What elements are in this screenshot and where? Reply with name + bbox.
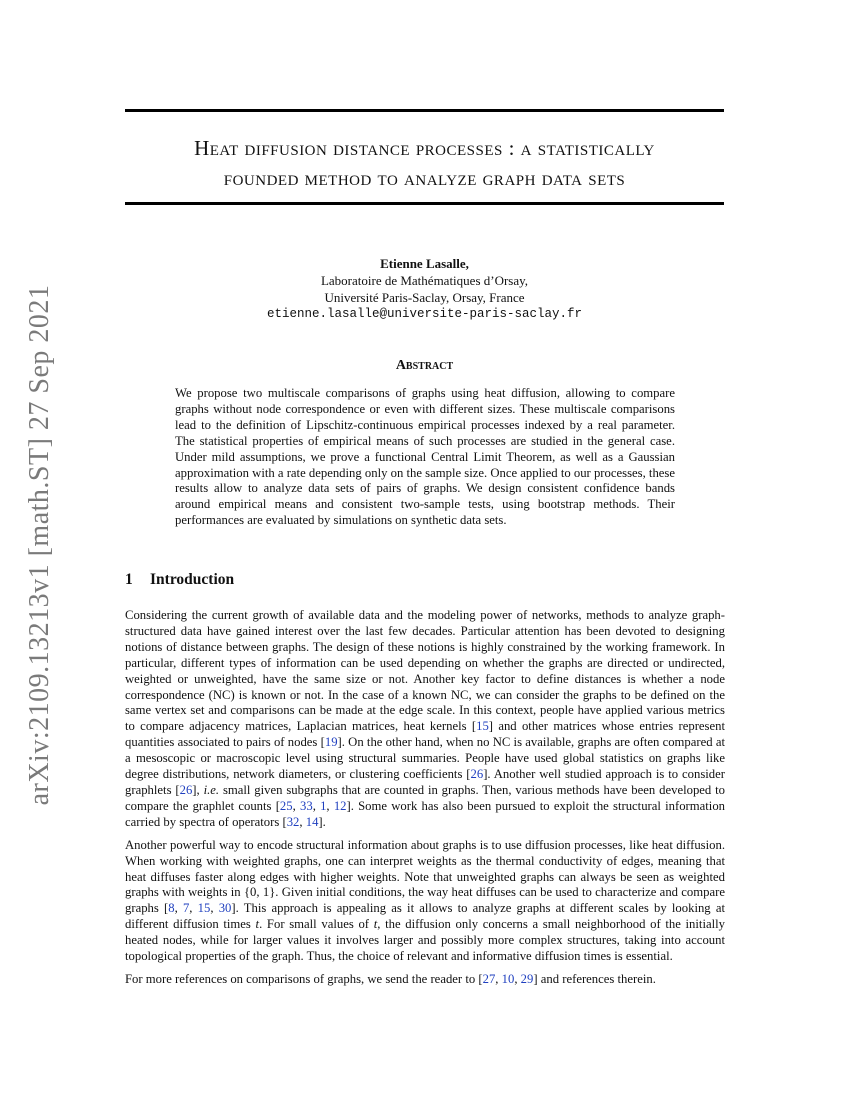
introduction-body: [125, 608, 725, 995]
arxiv-identifier: arXiv:2109.13213v1 [math.ST] 27 Sep 2021: [24, 284, 55, 806]
citation-link[interactable]: 14: [305, 814, 319, 829]
section-number: 1: [125, 571, 133, 588]
abstract-heading: Abstract: [395, 358, 454, 373]
title-line-1: Heat diffusion distance processes : a statistically: [194, 136, 655, 160]
title-rule-bottom: [125, 202, 724, 205]
citation-link[interactable]: 7: [182, 901, 190, 916]
citation-link[interactable]: 29: [520, 971, 534, 986]
author-email[interactable]: etienne.lasalle@universite-paris-saclay.fr: [266, 307, 583, 321]
author-affiliation-1: Laboratoire de Mathématiques d’Orsay,: [320, 273, 529, 288]
paragraph-1: Considering the current growth of available data and the modeling power of networks, methods to analyze graph-structured data have gained interest over the last few decades. Particular attention has been devoted to designing notions of distance between graphs. The design of these notions is highly constrained by the working framework. In particular, different types of information can be used depending on whether the graphs are directed or undirected, weighted or unweighted, have the same size or not. Another key factor to define distances is whether a node correspondence (NC) is known or not. In the case of a known NC, we can consider the graphs to be defined on the same vertex set and comparisons can be made at the edge scale. In this context, people have applied various metrics to compare adjacency matrices, Laplacian matrices, heat kernels [15] and other matrices whose entries represent quantities associated to pairs of nodes [19]. On the other hand, when no NC is available, graphs are often compared at a mesoscopic or macroscopic level using structural summaries. People have used global statistics on graphs like degree distributions, network diameters, or clustering coefficients [26]. Another well studied approach is to consider graphlets [26], i.e. small given subgraphs that are counted in graphs. Then, various methods have been developed to compare the graphlet counts [25, 33, 1, 12]. Some work has also been pursued to exploit the structural information carried by spectra of operators [32, 14].: [125, 608, 726, 829]
author-name: Etienne Lasalle,: [380, 256, 469, 271]
citation-link[interactable]: 15: [197, 901, 211, 916]
citation-link[interactable]: 8: [168, 901, 175, 916]
paragraph-2: Another powerful way to encode structural information about graphs is to use diffusion processes, like heat diffusion. When working with weighted graphs, one can interpret weights as the thermal conductivity of edges, meaning that heat diffuses faster along edges with higher weights. Note that unweighted graphs can always be seen as weighted graphs with weights in {0, 1}. Given initial conditions, the way heat diffuses can be used to characterize and compare graphs [8, 7, 15, 30]. This approach is appealing as it allows to analyze graphs at different scales by looking at different diffusion times t. For small values of t, the diffusion only concerns a small neighborhood of the initially heated nodes, while for larger values it involves larger and possibly more complex structures, taking into account topological properties of the graph. Thus, the choice of relevant and informative diffusion times is essential.: [125, 837, 725, 964]
abstract-text: We propose two multiscale comparisons of graphs using heat diffusion, allowing to compare graphs without node correspondence or even with different sizes. These multiscale comparisons lead to the definition of Lipschitz-continuous empirical processes indexed by a real parameter. The statistical properties of empirical means of such processes are studied in the general case. Under mild assumptions, we prove a functional Central Limit Theorem, as well as a Gaussian approximation with a rate depending only on the sample size. Once applied to our processes, these results allow to analyze data sets of pairs of graphs. We design consistent confidence bands around empirical means and consistent two-sample tests, using bootstrap methods. Their performances are evaluated by simulations on synthetic data sets.: [175, 386, 675, 528]
section-heading-introduction: [125, 571, 234, 589]
citation-link[interactable]: 12: [333, 798, 347, 813]
math-variable-t: t: [255, 917, 260, 932]
citation-link[interactable]: 19: [324, 735, 338, 750]
citation-link[interactable]: 25: [279, 798, 293, 813]
section-title: Introduction: [150, 571, 235, 588]
author-block: [125, 255, 724, 323]
math-variable-t: t: [373, 917, 378, 932]
citation-link[interactable]: 26: [470, 767, 484, 782]
paragraph-3: For more references on comparisons of graphs, we send the reader to [27, 10, 29] and references therein.: [125, 971, 656, 986]
math-set: {0, 1}: [243, 885, 276, 900]
citation-link[interactable]: 27: [482, 971, 496, 986]
paper-title: [125, 133, 724, 193]
citation-link[interactable]: 15: [476, 719, 489, 734]
ie-abbreviation: i.e.: [203, 782, 220, 797]
citation-link[interactable]: 1: [320, 798, 327, 813]
citation-link[interactable]: 32: [286, 814, 300, 829]
citation-link[interactable]: 33: [300, 798, 313, 813]
citation-link[interactable]: 10: [501, 971, 515, 986]
author-affiliation-2: Université Paris-Saclay, Orsay, France: [324, 290, 525, 305]
citation-link[interactable]: 30: [218, 901, 232, 916]
title-rule-top: [125, 109, 724, 112]
title-line-2: founded method to analyze graph data sets: [223, 166, 626, 190]
citation-link[interactable]: 26: [179, 782, 193, 797]
